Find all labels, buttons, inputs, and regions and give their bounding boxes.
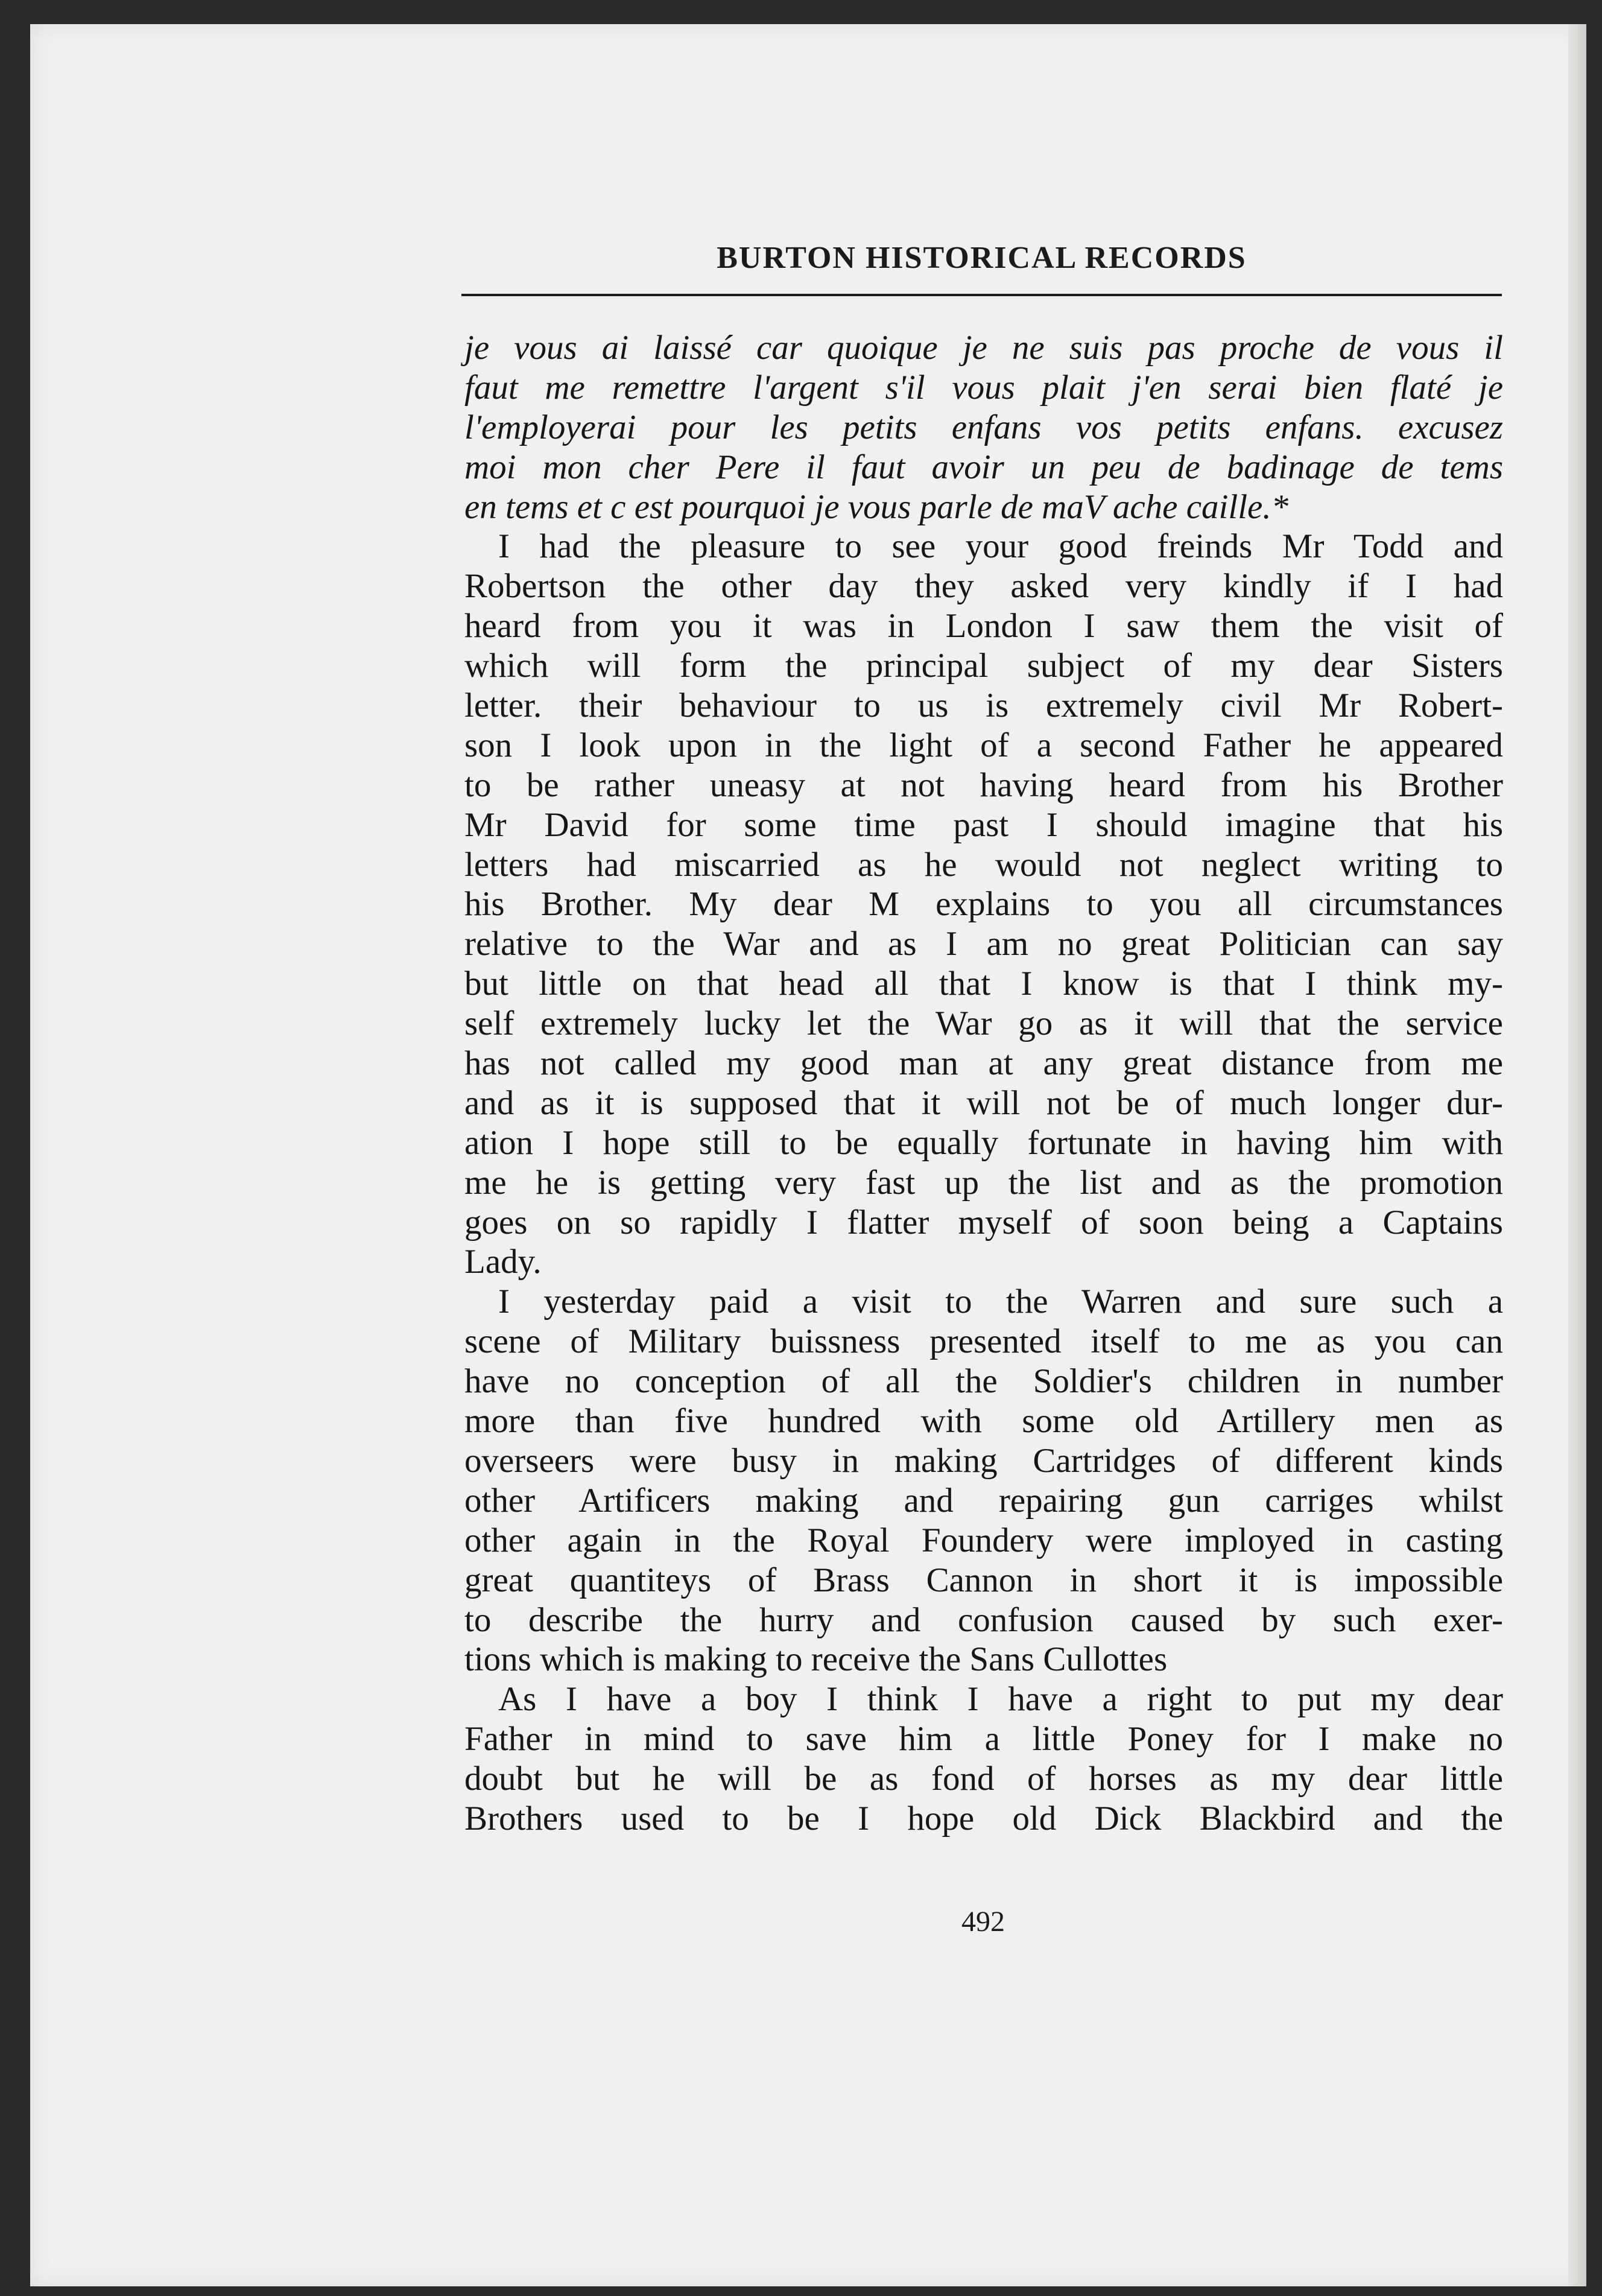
text-line: [464, 1163, 1503, 1203]
text-line: [464, 766, 1503, 805]
text-line: [464, 1759, 1503, 1799]
text-line-content: je vous ai laissé car quoique je ne suis pas proche de vous il: [464, 329, 1503, 367]
text-line-content: I yesterday paid a visit to the Warren and sure such a: [498, 1283, 1503, 1321]
text-line-content: self extremely lucky let the War go as it will that the service: [464, 1004, 1503, 1043]
text-line-content: doubt but he will be as fond of horses as my dear little: [464, 1760, 1503, 1798]
text-line-content: ation I hope still to be equally fortunate in having him with: [464, 1123, 1503, 1162]
text-line-content: other again in the Royal Foundery were imployed in casting: [464, 1521, 1503, 1559]
text-line: [464, 1242, 1503, 1282]
text-line-content: and as it is supposed that it will not be of much longer dur-: [464, 1083, 1503, 1122]
text-line-content: Father in mind to save him a little Poney for I make no: [464, 1720, 1503, 1758]
text-line: [464, 1799, 1503, 1839]
text-line: [464, 1401, 1503, 1441]
page-spine-shadow: [1568, 24, 1586, 2286]
text-line-content: son I look upon in the light of a second Father he appeared: [464, 726, 1503, 764]
text-line: [464, 1004, 1503, 1044]
text-line: [464, 1203, 1503, 1243]
text-line-content: faut me remettre l'argent s'il vous plait j'en serai bien flaté je: [464, 368, 1503, 407]
text-line: [464, 1083, 1503, 1123]
text-line-content: Lady.: [464, 1243, 542, 1281]
text-line: [464, 1481, 1503, 1521]
running-head: BURTON HISTORICAL RECORDS: [717, 241, 1247, 275]
text-line: [464, 1521, 1503, 1561]
text-line: [464, 487, 1503, 527]
text-line-content: scene of Military buissness presented itself to me as you can: [464, 1322, 1503, 1361]
text-line-content: other Artificers making and repairing gun carriges whilst: [464, 1481, 1503, 1520]
text-line-content: tions which is making to receive the Sans Cullottes: [464, 1640, 1168, 1679]
text-line: [464, 408, 1503, 448]
text-line-content: l'employerai pour les petits enfans vos petits enfans. excusez: [464, 408, 1503, 446]
text-line-content: overseers were busy in making Cartridges of different kinds: [464, 1441, 1503, 1480]
text-line: [464, 884, 1503, 924]
body-text: [464, 328, 1503, 1839]
text-line-content: great quantiteys of Brass Cannon in short it is impossible: [464, 1561, 1503, 1599]
text-line-content: his Brother. My dear M explains to you all circumstances: [464, 885, 1503, 924]
text-line-content: me he is getting very fast up the list and as the promotion: [464, 1163, 1503, 1202]
text-line: [464, 845, 1503, 885]
text-line: [464, 1322, 1503, 1362]
text-line-content: I had the pleasure to see your good freinds Mr Todd and: [498, 527, 1503, 566]
text-line: [464, 328, 1503, 368]
text-line-content: relative to the War and as I am no great Politician can say: [464, 925, 1503, 963]
text-line-content: heard from you it was in London I saw them the visit of: [464, 607, 1503, 645]
text-line: [464, 1679, 1503, 1719]
text-line-content: letters had miscarried as he would not neglect writing to: [464, 845, 1503, 884]
text-line-content: have no conception of all the Soldier's children in number: [464, 1362, 1503, 1401]
text-line: [464, 964, 1503, 1004]
text-line-content: Brothers used to be I hope old Dick Blackbird and the: [464, 1799, 1503, 1838]
text-line: [464, 805, 1503, 845]
text-line: [464, 726, 1503, 766]
text-line: [464, 527, 1503, 566]
text-line-content: letter. their behaviour to us is extremely civil Mr Robert-: [464, 687, 1503, 725]
text-line-content: more than five hundred with some old Artillery men as: [464, 1402, 1503, 1441]
text-line-content: en tems et c est pourquoi je vous parle de maV ache caille.*: [464, 487, 1289, 526]
text-line-content: to be rather uneasy at not having heard from his Brother: [464, 766, 1503, 804]
text-line: [464, 1044, 1503, 1083]
text-line: [464, 1282, 1503, 1322]
text-line: [464, 686, 1503, 726]
text-line: [464, 924, 1503, 964]
text-line: [464, 448, 1503, 487]
text-line-content: but little on that head all that I know is that I think my-: [464, 965, 1503, 1003]
text-line-content: has not called my good man at any great distance from me: [464, 1044, 1503, 1083]
text-line: [464, 1561, 1503, 1600]
text-line-content: to describe the hurry and confusion caused by such exer-: [464, 1600, 1503, 1639]
header-rule: [461, 294, 1502, 296]
text-line-content: goes on so rapidly I flatter myself of soon being a Captains: [464, 1203, 1503, 1242]
page-number: 492: [961, 1906, 1005, 1938]
text-line: [464, 1640, 1503, 1679]
text-line-content: As I have a boy I think I have a right to put my dear: [498, 1680, 1503, 1719]
text-line: [464, 1123, 1503, 1163]
text-line: [464, 606, 1503, 646]
text-line: [464, 1719, 1503, 1759]
text-line-content: moi mon cher Pere il faut avoir un peu de badinage de tems: [464, 448, 1503, 486]
text-line-content: Robertson the other day they asked very kindly if I had: [464, 567, 1503, 606]
text-line: [464, 368, 1503, 408]
text-line-content: which will form the principal subject of my dear Sisters: [464, 647, 1503, 685]
text-line: [464, 1362, 1503, 1401]
text-line: [464, 566, 1503, 606]
text-line-content: Mr David for some time past I should imagine that his: [464, 805, 1503, 844]
text-line: [464, 1600, 1503, 1640]
text-line: [464, 1441, 1503, 1481]
book-page: [30, 24, 1586, 2286]
text-line: [464, 646, 1503, 686]
